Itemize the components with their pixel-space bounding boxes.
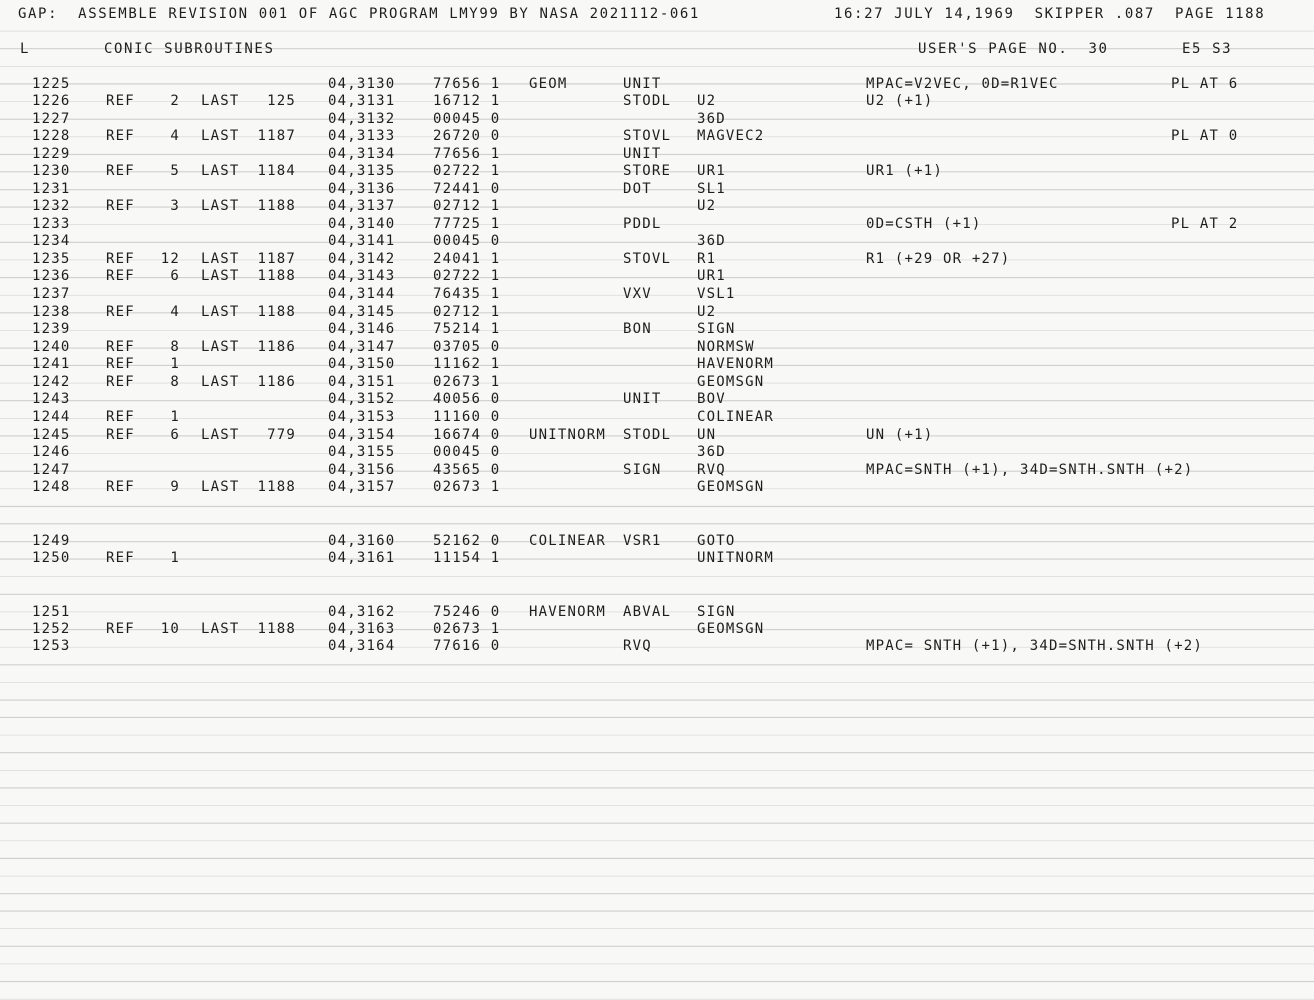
octal-word: 75246 0: [433, 604, 501, 620]
line-number: 1253: [32, 638, 71, 654]
octal-word: 11160 0: [433, 409, 501, 425]
header-assembly-info: GAP: ASSEMBLE REVISION 001 OF AGC PROGRAM LMY99 BY NASA 2021112-061: [18, 6, 700, 22]
line-number: 1235: [32, 251, 71, 267]
last-label: LAST: [201, 93, 240, 109]
opcode: ABVAL: [623, 604, 672, 620]
last-line: 1188: [257, 621, 296, 637]
operand: UR1: [697, 163, 726, 179]
last-line: 1184: [257, 163, 296, 179]
last-line: 1188: [257, 304, 296, 320]
last-label: LAST: [201, 251, 240, 267]
opcode: UNIT: [623, 146, 662, 162]
operand: COLINEAR: [697, 409, 775, 425]
ref-label: REF: [106, 427, 135, 443]
last-line: 1187: [257, 251, 296, 267]
opcode: DOT: [623, 181, 652, 197]
line-number: 1231: [32, 181, 71, 197]
operand: HAVENORM: [697, 356, 775, 372]
octal-word: 40056 0: [433, 391, 501, 407]
address: 04,3161: [328, 550, 396, 566]
ref-label: REF: [106, 374, 135, 390]
ref-label: REF: [106, 163, 135, 179]
opcode: RVQ: [623, 638, 652, 654]
comment: 0D=CSTH (+1): [866, 216, 982, 232]
line-number: 1252: [32, 621, 71, 637]
address: 04,3136: [328, 181, 396, 197]
address: 04,3145: [328, 304, 396, 320]
last-label: LAST: [201, 621, 240, 637]
last-line: 779: [267, 427, 296, 443]
address: 04,3146: [328, 321, 396, 337]
octal-word: 75214 1: [433, 321, 501, 337]
operand: R1: [697, 251, 717, 267]
opcode: UNIT: [623, 76, 662, 92]
operand: 36D: [697, 233, 726, 249]
address: 04,3154: [328, 427, 396, 443]
last-line: 1188: [257, 268, 296, 284]
address: 04,3162: [328, 604, 396, 620]
octal-word: 43565 0: [433, 462, 501, 478]
opcode: STODL: [623, 427, 672, 443]
pushlist-note: PL AT 6: [1171, 76, 1239, 92]
octal-word: 02673 1: [433, 479, 501, 495]
octal-word: 77656 1: [433, 146, 501, 162]
ref-label: REF: [106, 356, 135, 372]
ref-label: REF: [106, 93, 135, 109]
opcode: SIGN: [623, 462, 662, 478]
line-number: 1242: [32, 374, 71, 390]
ref-count: 6: [170, 268, 180, 284]
address: 04,3131: [328, 93, 396, 109]
ref-label: REF: [106, 268, 135, 284]
opcode: STODL: [623, 93, 672, 109]
comment: MPAC=SNTH (+1), 34D=SNTH.SNTH (+2): [866, 462, 1194, 478]
octal-word: 02673 1: [433, 621, 501, 637]
ref-count: 1: [170, 356, 180, 372]
line-number: 1226: [32, 93, 71, 109]
last-label: LAST: [201, 268, 240, 284]
octal-word: 02722 1: [433, 268, 501, 284]
operand: 36D: [697, 444, 726, 460]
ref-count: 1: [170, 409, 180, 425]
line-number: 1230: [32, 163, 71, 179]
line-number: 1240: [32, 339, 71, 355]
users-page-number: USER'S PAGE NO. 30: [918, 41, 1109, 57]
ref-label: REF: [106, 479, 135, 495]
address: 04,3150: [328, 356, 396, 372]
address: 04,3155: [328, 444, 396, 460]
operand: SIGN: [697, 604, 736, 620]
line-number: 1228: [32, 128, 71, 144]
last-label: LAST: [201, 128, 240, 144]
line-number: 1244: [32, 409, 71, 425]
address: 04,3135: [328, 163, 396, 179]
last-line: 1188: [257, 479, 296, 495]
ref-label: REF: [106, 304, 135, 320]
operand: MAGVEC2: [697, 128, 765, 144]
octal-word: 02722 1: [433, 163, 501, 179]
ref-label: REF: [106, 128, 135, 144]
operand: U2: [697, 93, 717, 109]
last-line: 1187: [257, 128, 296, 144]
last-label: LAST: [201, 427, 240, 443]
operand: BOV: [697, 391, 726, 407]
octal-word: 77616 0: [433, 638, 501, 654]
ref-count: 10: [160, 621, 180, 637]
operand: VSL1: [697, 286, 736, 302]
header-date-page: 16:27 JULY 14,1969 SKIPPER .087 PAGE 1188: [834, 6, 1266, 22]
line-number: 1236: [32, 268, 71, 284]
last-label: LAST: [201, 374, 240, 390]
ref-count: 4: [170, 128, 180, 144]
line-number: 1225: [32, 76, 71, 92]
operand: GEOMSGN: [697, 621, 765, 637]
octal-word: 24041 1: [433, 251, 501, 267]
address: 04,3151: [328, 374, 396, 390]
octal-word: 00045 0: [433, 233, 501, 249]
line-number: 1233: [32, 216, 71, 232]
ref-label: REF: [106, 409, 135, 425]
operand: U2: [697, 198, 717, 214]
operand: UNITNORM: [697, 550, 775, 566]
operand: SIGN: [697, 321, 736, 337]
line-number: 1251: [32, 604, 71, 620]
address: 04,3130: [328, 76, 396, 92]
octal-word: 76435 1: [433, 286, 501, 302]
octal-word: 02673 1: [433, 374, 501, 390]
octal-word: 72441 0: [433, 181, 501, 197]
operand: GEOMSGN: [697, 479, 765, 495]
line-number: 1238: [32, 304, 71, 320]
operand: 36D: [697, 111, 726, 127]
comment: UR1 (+1): [866, 163, 944, 179]
ref-count: 9: [170, 479, 180, 495]
line-number: 1227: [32, 111, 71, 127]
address: 04,3152: [328, 391, 396, 407]
comment: MPAC=V2VEC, 0D=R1VEC: [866, 76, 1059, 92]
ref-label: REF: [106, 339, 135, 355]
comment: MPAC= SNTH (+1), 34D=SNTH.SNTH (+2): [866, 638, 1204, 654]
symbol-label: HAVENORM: [529, 604, 607, 620]
line-number: 1241: [32, 356, 71, 372]
ref-count: 8: [170, 339, 180, 355]
ref-label: REF: [106, 198, 135, 214]
comment: U2 (+1): [866, 93, 934, 109]
line-number: 1250: [32, 550, 71, 566]
ref-count: 6: [170, 427, 180, 443]
comment: R1 (+29 OR +27): [866, 251, 1011, 267]
opcode: PDDL: [623, 216, 662, 232]
octal-word: 02712 1: [433, 198, 501, 214]
ref-label: REF: [106, 550, 135, 566]
address: 04,3134: [328, 146, 396, 162]
operand: UN: [697, 427, 717, 443]
line-number: 1232: [32, 198, 71, 214]
last-line: 125: [267, 93, 296, 109]
symbol-label: COLINEAR: [529, 533, 607, 549]
symbol-label: GEOM: [529, 76, 568, 92]
header-log-mark: L: [20, 41, 31, 57]
address: 04,3140: [328, 216, 396, 232]
address: 04,3153: [328, 409, 396, 425]
line-number: 1245: [32, 427, 71, 443]
ref-label: REF: [106, 621, 135, 637]
address: 04,3143: [328, 268, 396, 284]
operand: UR1: [697, 268, 726, 284]
opcode: UNIT: [623, 391, 662, 407]
address: 04,3157: [328, 479, 396, 495]
operand: NORMSW: [697, 339, 755, 355]
line-number: 1247: [32, 462, 71, 478]
line-number: 1237: [32, 286, 71, 302]
address: 04,3147: [328, 339, 396, 355]
ref-count: 12: [160, 251, 180, 267]
pushlist-note: PL AT 2: [1171, 216, 1239, 232]
address: 04,3142: [328, 251, 396, 267]
last-line: 1186: [257, 374, 296, 390]
operand: RVQ: [697, 462, 726, 478]
header-code: E5 S3: [1182, 41, 1233, 57]
octal-word: 26720 0: [433, 128, 501, 144]
address: 04,3164: [328, 638, 396, 654]
octal-word: 16712 1: [433, 93, 501, 109]
octal-word: 03705 0: [433, 339, 501, 355]
ref-count: 5: [170, 163, 180, 179]
operand: GOTO: [697, 533, 736, 549]
operand: U2: [697, 304, 717, 320]
octal-word: 16674 0: [433, 427, 501, 443]
opcode: STOVL: [623, 251, 672, 267]
octal-word: 11154 1: [433, 550, 501, 566]
opcode: BON: [623, 321, 652, 337]
address: 04,3137: [328, 198, 396, 214]
opcode: VXV: [623, 286, 652, 302]
octal-word: 77725 1: [433, 216, 501, 232]
line-number: 1239: [32, 321, 71, 337]
octal-word: 11162 1: [433, 356, 501, 372]
last-label: LAST: [201, 163, 240, 179]
last-label: LAST: [201, 339, 240, 355]
opcode: VSR1: [623, 533, 662, 549]
address: 04,3144: [328, 286, 396, 302]
octal-word: 52162 0: [433, 533, 501, 549]
last-line: 1188: [257, 198, 296, 214]
operand: SL1: [697, 181, 726, 197]
last-label: LAST: [201, 198, 240, 214]
line-number: 1248: [32, 479, 71, 495]
line-number: 1243: [32, 391, 71, 407]
last-label: LAST: [201, 479, 240, 495]
line-number: 1234: [32, 233, 71, 249]
ref-count: 1: [170, 550, 180, 566]
octal-word: 00045 0: [433, 444, 501, 460]
octal-word: 77656 1: [433, 76, 501, 92]
last-label: LAST: [201, 304, 240, 320]
ref-count: 8: [170, 374, 180, 390]
section-title: CONIC SUBROUTINES: [104, 41, 275, 57]
address: 04,3141: [328, 233, 396, 249]
address: 04,3132: [328, 111, 396, 127]
opcode: STOVL: [623, 128, 672, 144]
line-number: 1246: [32, 444, 71, 460]
octal-word: 02712 1: [433, 304, 501, 320]
operand: GEOMSGN: [697, 374, 765, 390]
address: 04,3160: [328, 533, 396, 549]
ref-count: 4: [170, 304, 180, 320]
octal-word: 00045 0: [433, 111, 501, 127]
line-number: 1249: [32, 533, 71, 549]
line-number: 1229: [32, 146, 71, 162]
address: 04,3156: [328, 462, 396, 478]
symbol-label: UNITNORM: [529, 427, 607, 443]
last-line: 1186: [257, 339, 296, 355]
address: 04,3163: [328, 621, 396, 637]
pushlist-note: PL AT 0: [1171, 128, 1239, 144]
comment: UN (+1): [866, 427, 934, 443]
ref-count: 2: [170, 93, 180, 109]
opcode: STORE: [623, 163, 672, 179]
ref-label: REF: [106, 251, 135, 267]
ref-count: 3: [170, 198, 180, 214]
address: 04,3133: [328, 128, 396, 144]
